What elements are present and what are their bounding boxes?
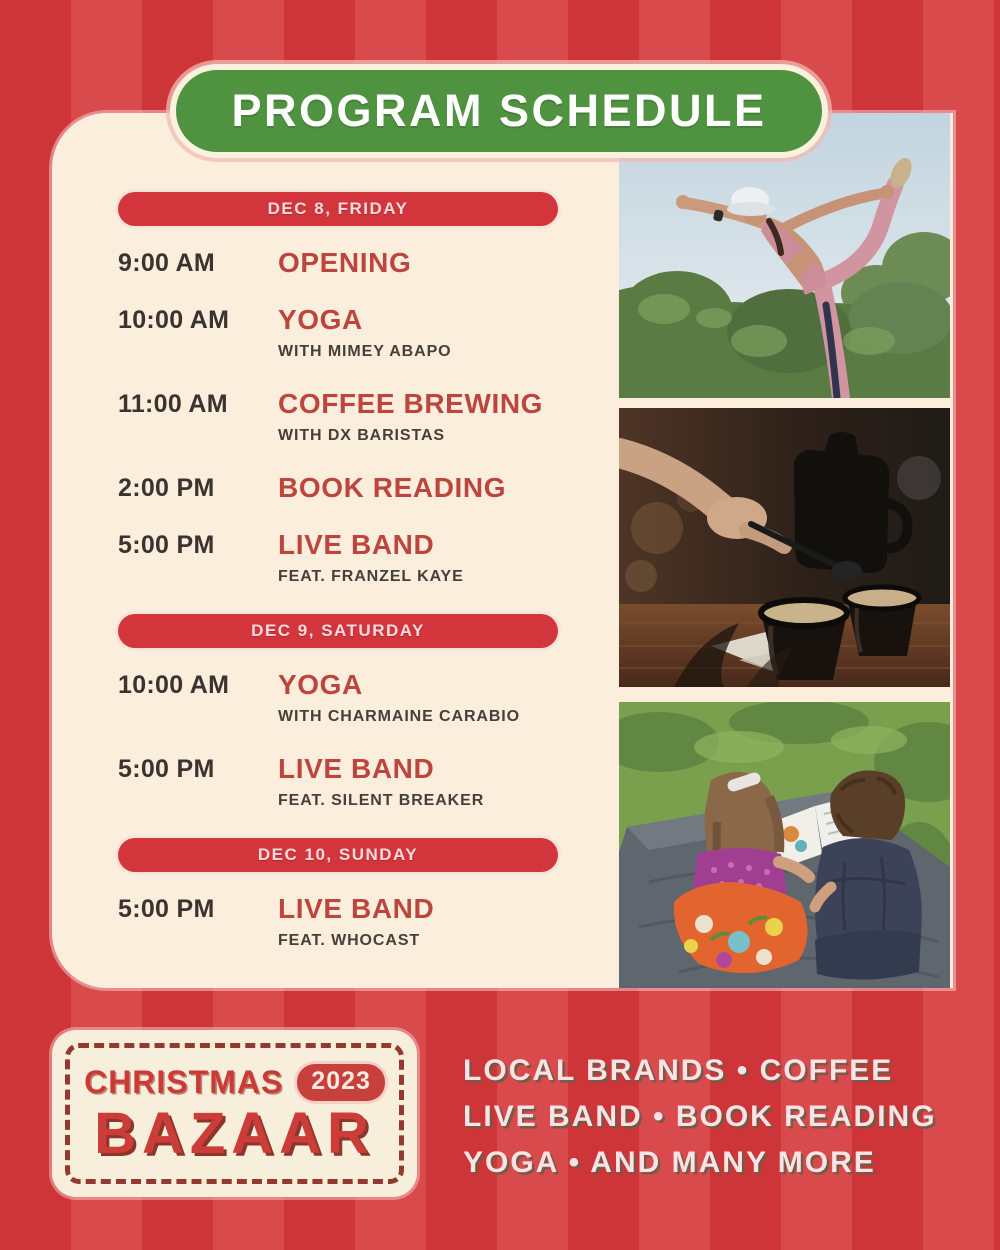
year-pill: [297, 1064, 385, 1101]
event-subtitle: FEAT. SILENT BREAKER: [278, 792, 485, 809]
event-row: [118, 305, 558, 362]
highlight-line: YOGA • AND MANY MORE: [463, 1146, 876, 1179]
badge-dashed-border: [65, 1043, 404, 1184]
coffee-photo: [619, 408, 950, 687]
date-pill-sunday: [118, 838, 558, 872]
event-row: [118, 670, 558, 727]
event-subtitle: WITH DX BARISTAS: [278, 427, 445, 444]
event-title: BOOK READING: [278, 472, 507, 503]
date-label: DEC 9, SATURDAY: [251, 621, 425, 640]
event-title: YOGA: [278, 304, 363, 335]
day-section-saturday: [118, 614, 558, 811]
event-time: 5:00 PM: [118, 895, 215, 923]
event-row: [118, 530, 558, 587]
date-label: DEC 8, FRIDAY: [267, 199, 409, 218]
day-section-sunday: [118, 838, 558, 951]
highlight-line: LIVE BAND • BOOK READING: [463, 1100, 937, 1133]
coffee-photo-illustration: [619, 408, 950, 687]
event-row: [118, 473, 558, 503]
schedule-list: [118, 192, 558, 978]
event-row: [118, 389, 558, 446]
event-row: [118, 894, 558, 951]
event-time: 10:00 AM: [118, 306, 230, 334]
event-subtitle: FEAT. FRANZEL KAYE: [278, 568, 464, 585]
page-title: PROGRAM SCHEDULE: [231, 85, 767, 136]
event-time: 2:00 PM: [118, 474, 215, 502]
badge-christmas-label: CHRISTMAS: [84, 1064, 284, 1100]
event-title: COFFEE BREWING: [278, 388, 544, 419]
event-title: YOGA: [278, 669, 363, 700]
event-subtitle: WITH CHARMAINE CARABIO: [278, 708, 521, 725]
event-title: LIVE BAND: [278, 529, 435, 560]
event-time: 5:00 PM: [118, 755, 215, 783]
kids-photo-illustration: [619, 702, 950, 988]
christmas-bazaar-badge: [52, 1030, 417, 1197]
highlight-line: LOCAL BRANDS • COFFEE: [463, 1054, 894, 1087]
event-row: [118, 754, 558, 811]
highlights-list: [463, 1048, 983, 1186]
event-time: 11:00 AM: [118, 390, 228, 418]
date-pill-friday: [118, 192, 558, 226]
kids-reading-photo: [619, 702, 950, 988]
event-time: 9:00 AM: [118, 249, 216, 277]
photo-column: [619, 113, 950, 988]
program-schedule-header: [170, 64, 828, 158]
year-label: 2023: [311, 1067, 371, 1095]
event-time: 5:00 PM: [118, 531, 215, 559]
event-subtitle: WITH MIMEY ABAPO: [278, 343, 452, 360]
event-title: OPENING: [278, 247, 412, 278]
badge-bazaar-label: BAZAAR: [94, 1101, 375, 1166]
day-section-friday: [118, 192, 558, 587]
event-subtitle: FEAT. WHOCAST: [278, 932, 421, 949]
event-time: 10:00 AM: [118, 671, 230, 699]
event-row: [118, 248, 558, 278]
date-pill-saturday: [118, 614, 558, 648]
event-title: LIVE BAND: [278, 753, 435, 784]
date-label: DEC 10, SUNDAY: [257, 845, 419, 864]
event-title: LIVE BAND: [278, 893, 435, 924]
